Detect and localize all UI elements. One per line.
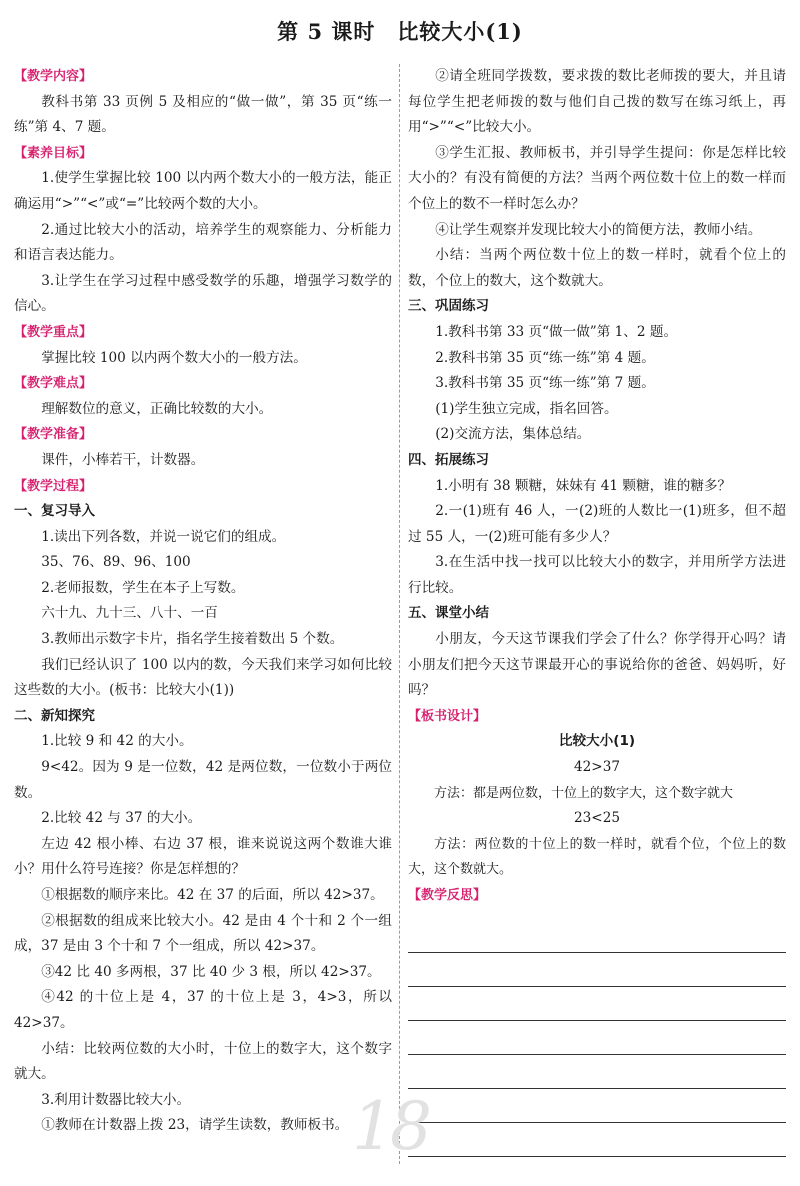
paragraph: 2.老师报数，学生在本子上写数。 [41,579,245,596]
page-title: 第 5 课时 比较大小(1) [277,19,523,44]
paragraph: 1.比较 9 和 42 的大小。 [41,733,193,750]
paragraph: 1.小明有 38 颗糖，妹妹有 41 颗糖，谁的糖多？ [435,477,732,494]
reflection-line [408,953,786,987]
section-heading: 二、新知探究 [14,707,95,724]
paragraph: 3.教师出示数字卡片，指名学生接着数出 5 个数。 [41,631,344,648]
paragraph: 我们已经认识了 100 以内的数，今天我们来学习如何比较这些数的大小。(板书：比较大小(1)) [14,656,392,699]
paragraph: 3.教科书第 35 页“练一练”第 7 题。 [435,375,655,392]
reflection-line [408,1055,786,1089]
page-number: 18 [352,1088,428,1165]
paragraph: 1.教科书第 33 页“做一做”第 1、2 题。 [435,323,678,340]
column-divider [399,64,400,1164]
paragraph: ③42 比 40 多两根，37 比 40 少 3 根，所以 42>37。 [41,963,381,980]
paragraph: ②请全班同学拨数，要求拨的数比老师拨的要大，并且请每位学生把老师拨的数与他们自己拨的数写在练习纸上，再用“>”“<”比较大小。 [408,68,786,136]
section-heading: 四、拓展练习 [408,451,489,468]
paragraph: 2.通过比较大小的活动，培养学生的观察能力、分析能力和语言表达能力。 [14,221,392,264]
paragraph: 3.利用计数器比较大小。 [41,1091,191,1108]
paragraph: 9<42。因为 9 是一位数，42 是两位数，一位数小于两位数。 [14,759,392,801]
paragraph: 小朋友，今天这节课我们学会了什么？你学得开心吗？请小朋友们把今天这节课最开心的事说给你的爸爸、妈妈听，好吗？ [408,631,786,699]
section-tag: 【板书设计】 [408,708,487,724]
reflection-line [408,1021,786,1055]
section-tag: 【教学重点】 [14,324,93,340]
paragraph: ①教师在计数器上拨 23，请学生读数，教师板书。 [41,1117,349,1134]
paragraph: 35、76、89、96、100 [41,554,191,571]
paragraph: ②根据数的组成来比较大小。42 是由 4 个十和 2 个一组成，37 是由 3 个十和 7 个一组成，所以 42>37。 [14,912,392,955]
section-tag: 【教学过程】 [14,478,93,494]
right-column [408,64,786,1157]
paragraph: 1.使学生掌握比较 100 以内两个数大小的一般方法，能正确运用“>”“<”或“=”比较两个数的大小。 [14,170,392,212]
paragraph: 2.一(1)班有 46 人，一(2)班的人数比一(1)班多，但不超过 55 人，一(2)班可能有多少人？ [408,503,786,545]
paragraph: ④让学生观察并发现比较大小的简便方法，教师小结。 [435,221,762,238]
paragraph: ④42 的十位上是 4，37 的十位上是 3，4>3，所以 42>37。 [14,989,392,1031]
paragraph: (2)交流方法，集体总结。 [435,426,591,443]
section-tag: 【教学难点】 [14,376,93,392]
paragraph: ③学生汇报、教师板书，并引导学生提问：你是怎样比较大小的？有没有简便的方法？当两个两位数十位上的数一样而个位上的数不一样时怎么办？ [408,144,786,212]
paragraph: 3.在生活中找一找可以比较大小的数字，并用所学方法进行比较。 [408,554,786,596]
paragraph: 23<25 [574,810,620,827]
reflection-line [408,987,786,1021]
paragraph: 教科书第 33 页例 5 及相应的“做一做”，第 35 页“练一练”第 4、7 题。 [14,93,392,136]
paragraph: 课件，小棒若干，计数器。 [41,451,205,468]
left-column [14,64,392,1139]
reflection-lines [408,919,786,1157]
paragraph: 1.读出下列各数，并说一说它们的组成。 [41,528,286,545]
reflection-line [408,1123,786,1157]
paragraph: (1)学生独立完成，指名回答。 [435,400,618,417]
paragraph: 方法：都是两位数，十位上的数字大，这个数字就大 [434,785,734,801]
section-tag: 【教学反思】 [408,888,487,903]
section-tag: 【素养目标】 [14,145,93,161]
paragraph: 3.让学生在学习过程中感受数学的乐趣，增强学习数学的信心。 [14,272,392,315]
paragraph: 方法：两位数的十位上的数一样时，就看个位，个位上的数大，这个数就大。 [408,836,786,878]
section-tag: 【教学准备】 [14,427,93,443]
section-heading: 五、课堂小结 [408,605,489,622]
paragraph: 左边 42 根小棒、右边 37 根，谁来说说这两个数谁大谁小？用什么符号连接？你是怎样想的？ [14,835,392,878]
section-heading: 一、复习导入 [14,503,95,520]
paragraph: 比较大小(1) [558,733,636,750]
paragraph: 小结：比较两位数的大小时，十位上的数字大，这个数字就大。 [14,1040,392,1083]
paragraph: 2.比较 42 与 37 的大小。 [41,810,202,827]
reflection-line [408,1089,786,1123]
section-heading: 三、巩固练习 [408,298,489,315]
reflection-line [408,919,786,953]
paragraph: 六十九、九十三、八十、一百 [41,605,218,622]
paragraph: 2.教科书第 35 页“练一练”第 4 题。 [435,349,655,366]
paragraph: 小结：当两个两位数十位上的数一样时，就看个位上的数，个位上的数大，这个数就大。 [408,247,786,289]
paragraph: 理解数位的意义，正确比较数的大小。 [41,400,273,417]
paragraph: 42>37 [574,759,620,776]
paragraph: 掌握比较 100 以内两个数大小的一般方法。 [41,349,307,366]
paragraph: ①根据数的顺序来比。42 在 37 的后面，所以 42>37。 [41,887,384,903]
section-tag: 【教学内容】 [14,69,93,84]
